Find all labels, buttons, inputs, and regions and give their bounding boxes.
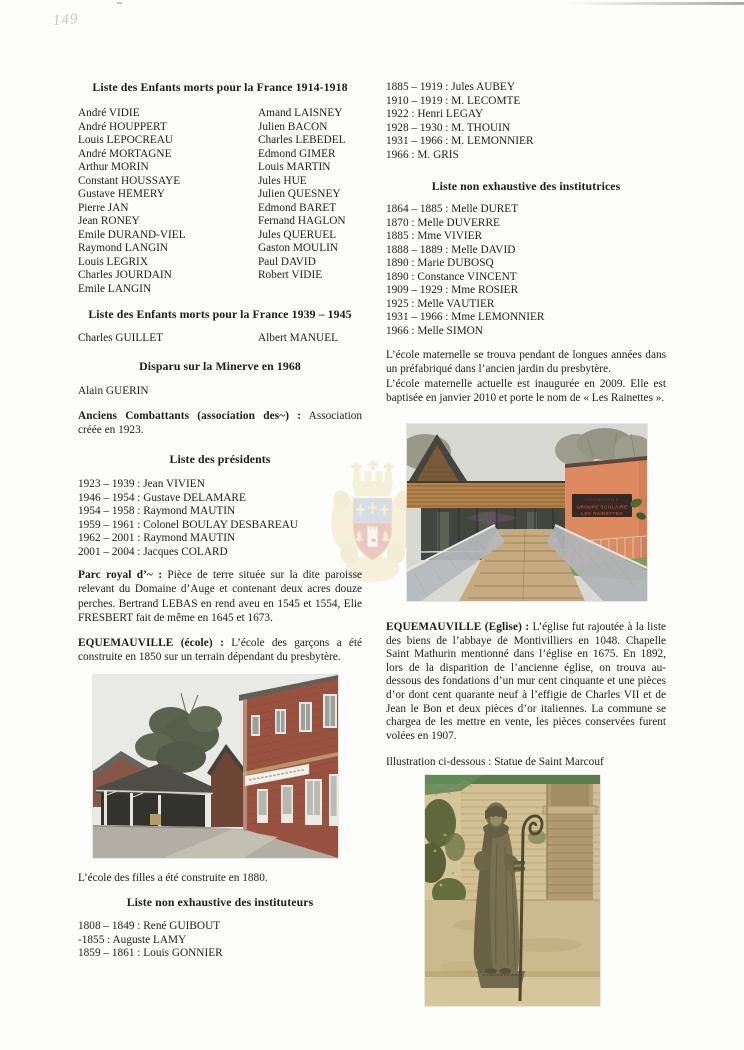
list-item: 1925 : Melle VAUTIER [386,297,495,310]
heading-ww2-list: Liste des Enfants morts pour la France 1939 – 1945 [88,307,352,321]
list-item: André VIDIE [78,107,140,119]
list-item: 1923 – 1939 : Jean VIVIEN [78,478,205,490]
maternelle-paragraph-1: L’école maternelle se trouva pendant de longues années dans un préfabriqué dans l’ancien jardin du presbytère. [386,349,666,376]
paragraph-text: L’église fut rajoutée à la liste des biens de l’abbaye de Montivilliers en 1048. Chapelle Saint Mathurin mentionné dans l’église en 1675. En 1892, lors de la disparition de l’ancienne église, on trouva au-dessous des fondations d’un mur cent cinquante et une pièces d’or dont cent quarante neuf à l’effigie de Charles VII et de Jean le Bon et deux pièces d’or italiennes. La commune se chargea de les mettre en vente, les pièces conservées furent volées en 1907. [386,621,666,742]
list-item: 2001 – 2004 : Jacques COLARD [78,545,228,558]
list-item: 1922 : Henri LEGAY [386,108,484,120]
paragraph-anciens-combattants [78,409,362,438]
list-item: 1859 – 1861 : Louis GONNIER [78,947,223,959]
instituteurs-list [78,920,362,961]
scan-edge-artifact [566,2,744,5]
paragraph-parc-royal [78,568,362,625]
photo-old-school-building [93,675,338,858]
heading-instituteurs: Liste non exhaustive des instituteurs [126,895,314,909]
heading-minerve: Disparu sur la Minerve en 1968 [139,359,301,373]
ww2-name-right: Albert MANUEL [258,332,339,344]
photo-rainettes-school [407,424,647,601]
paragraph-lead: EQUEMAUVILLE (école) : [78,637,224,649]
list-item: 1946 – 1954 : Gustave DELAMARE [78,491,246,504]
list-item: 1954 – 1958 : Raymond MAUTIN [78,505,236,517]
list-item: 1890 : Constance VINCENT [386,270,517,283]
list-item: 1885 : Mme VIVIER [386,230,483,242]
list-item: Emile DURAND-VIEL [78,228,186,241]
ww2-name-left: Charles GUILLET [78,332,164,344]
maternelle-paragraph-2: L’école maternelle actuelle est inaugurée en 2009. Elle est baptisée en janvier 2010 et porte le nom de « Les Rainettes ». [386,377,666,404]
list-item: Charles JOURDAIN [78,269,172,281]
heading-presidents: Liste des présidents [169,452,271,466]
paragraph-lead: Parc royal d’~ : [78,569,163,581]
list-item: 1890 : Marie DUBOSQ [386,257,494,269]
list-item: André MORTAGNE [78,147,172,160]
maternelle-paragraphs [386,348,666,405]
sign-line-3: LES RAINETTES [581,511,623,516]
list-item: 1959 – 1961 : Colonel BOULAY DESBAREAU [78,518,299,531]
ww1-names-column-1 [78,107,258,296]
list-item: 1966 : Melle SIMON [386,324,483,337]
list-item: Arthur MORIN [78,161,149,173]
presidents-list [78,478,362,559]
illustration-caption: Illustration ci-dessous : Statue de Saint Marcouf [386,756,604,768]
list-item: 1909 – 1929 : Mme ROSIER [386,284,519,296]
list-item: 1928 – 1930 : M. THOUIN [386,121,511,134]
ecole-filles-note: L’école des filles a été construite en 1880. [78,872,268,884]
list-item: Constant HOUSSAYE [78,174,181,187]
ww1-names-column-2 [258,107,362,296]
list-item: 1870 : Melle DUVERRE [386,216,500,229]
list-item: 1885 – 1919 : Jules AUBEY [386,81,515,93]
list-item: Julien QUESNEY [258,188,341,200]
list-item: Emile LANGIN [78,282,152,295]
list-item: Louis MARTIN [258,161,331,173]
list-item: Jules QUERUEL [258,228,337,241]
school-sign [572,494,632,517]
list-item: 1864 – 1885 : Melle DURET [386,203,519,215]
school-facade [239,675,338,858]
list-item: Pierre JAN [78,201,129,214]
sign-line-1: EQUEMAUVILLE [585,498,619,502]
institutrices-list [386,203,666,338]
list-item: Jules HUE [258,174,307,187]
minerve-name: Alain GUERIN [78,385,149,397]
list-item: 1962 – 2001 : Raymond MAUTIN [78,532,236,544]
list-item: Amand LAISNEY [258,107,343,119]
list-item: Raymond LANGIN [78,242,169,254]
heading-institutrices: Liste non exhaustive des institutrices [431,179,621,193]
list-item: 1888 – 1889 : Melle DAVID [386,243,516,256]
list-item: -1855 : Auguste LAMY [78,933,187,946]
list-item: Paul DAVID [258,255,316,268]
scan-speck [117,2,122,4]
list-item: Charles LEBEDEL [258,134,346,146]
list-item: Louis LEGRIX [78,255,148,268]
heading-ww1-list: Liste des Enfants morts pour la France 1914-1918 [92,80,348,94]
ww1-names-grid [78,107,362,296]
list-item: Edmond GIMER [258,147,336,160]
paragraph-eglise [386,621,666,743]
list-item: Jean RONEY [78,215,140,227]
list-item: 1910 – 1919 : M. LECOMTE [386,94,521,107]
list-item: 1808 – 1849 : René GUIBOUT [78,920,221,932]
paragraph-text: L’école des garçons a été construite en 1850 sur un terrain dépendant du presbytère. [78,637,362,664]
list-item: Julien BACON [258,120,328,133]
list-item: Edmond BARET [258,201,337,214]
list-item: Fernand HAGLON [258,215,346,227]
paragraph-text: Association créée en 1923. [78,410,363,437]
sign-line-2: GROUPE SCOLAIRE [576,504,628,510]
list-item: 1931 – 1966 : M. LEMONNIER [386,135,534,147]
list-item: 1966 : M. GRIS [386,148,459,161]
list-item: 1931 – 1966 : Mme LEMONNIER [386,311,545,323]
list-item: André HOUPPERT [78,120,167,133]
list-item: Louis LEPOCREAU [78,134,174,146]
paragraph-ecole [78,636,362,665]
photo-saint-marcouf-statue [425,775,600,1006]
paragraph-lead: EQUEMAUVILLE (Eglise) : [386,621,530,633]
paragraph-text: Pièce de terre située sur la dite paroisse relevant du Domaine d’Auge et contenant deux acres douze perches. Bertrand LEBAS en rend aveu en 1545 et 1554, Elie FRESBERT fait de même en 1645 et 1673. [78,569,363,624]
paragraph-lead: Anciens Combattants (association des~) : [78,410,302,422]
list-item: Gaston MOULIN [258,242,339,254]
list-item: Robert VIDIE [258,269,323,281]
handwritten-page-number: 149 [52,11,79,29]
instituteurs-continued-list [386,81,666,162]
list-item: Gustave HEMERY [78,188,165,200]
